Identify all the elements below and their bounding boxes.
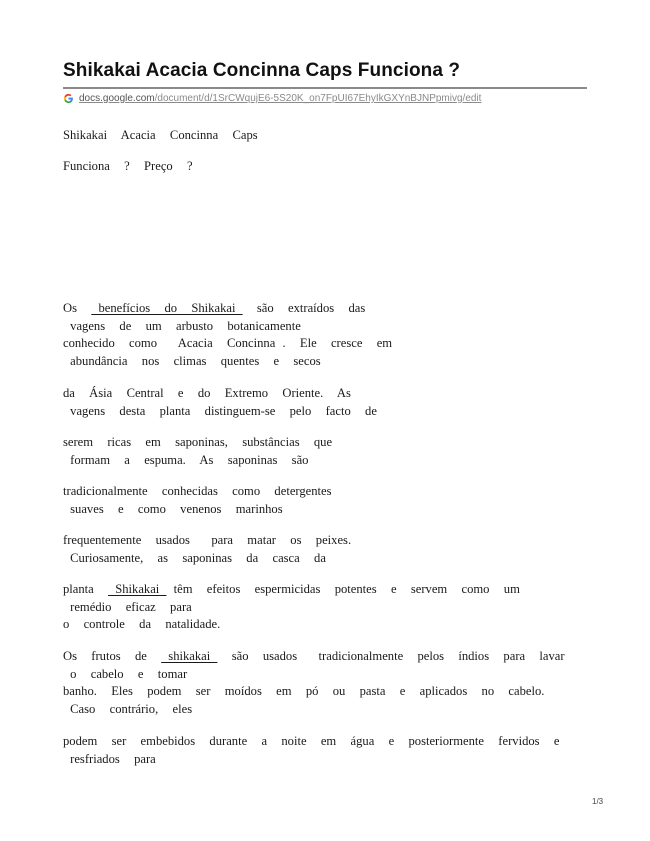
- doc-heading-line-1: Shikakai Acacia Concinna Caps: [63, 128, 258, 142]
- page-indicator: 1/3: [592, 797, 604, 806]
- paragraph-4: tradicionalmente conhecidas como detergentes suaves e como venenos marinhos: [63, 484, 332, 516]
- source-link-row[interactable]: [63, 93, 481, 104]
- paragraph-2: da Ásia Central e do Extremo Oriente. As vagens desta planta distinguem-se pelo facto de: [63, 386, 377, 418]
- paragraph-1: Os benefícios do Shikakai são extraídos das vagens de um arbusto botanicamente conhecido como Acacia Concinna . Ele cresce em abundância nos climas quentes e secos: [63, 301, 393, 368]
- paragraph-8: podem ser embebidos durante a noite em água e posteriormente fervidos e resfriados para: [63, 734, 560, 766]
- paragraph-6: planta Shikakai têm efeitos espermicidas potentes e servem como um remédio eficaz para o controle da natalidade.: [63, 582, 520, 631]
- paragraph-7: Os frutos de shikakai são usados tradicionalmente pelos índios para lavar o cabelo e tomar banho. Eles podem ser moídos em pó ou pasta e aplicados no cabelo. Caso contrário, eles: [63, 649, 565, 716]
- page-title: Shikakai Acacia Concinna Caps Funciona ?: [63, 60, 461, 81]
- shikakai-link-2[interactable]: shikakai: [161, 649, 218, 663]
- paragraph-3: serem ricas em saponinas, substâncias que formam a espuma. As saponinas são: [63, 435, 333, 467]
- source-url-link[interactable]: docs.google.com/document/d/1SrCWqujE6-5S20K_on7FpUI67EhyIkGXYnBJNPpmivg/edit: [79, 93, 482, 104]
- title-divider: [63, 87, 587, 89]
- doc-heading-line-2: Funciona ? Preço ?: [63, 159, 193, 173]
- paragraph-5: frequentemente usados para matar os peixes. Curiosamente, as saponinas da casca da: [63, 533, 352, 565]
- beneficios-link[interactable]: benefícios do Shikakai: [91, 301, 243, 315]
- google-g-icon: [63, 93, 74, 104]
- shikakai-link[interactable]: Shikakai: [108, 582, 167, 596]
